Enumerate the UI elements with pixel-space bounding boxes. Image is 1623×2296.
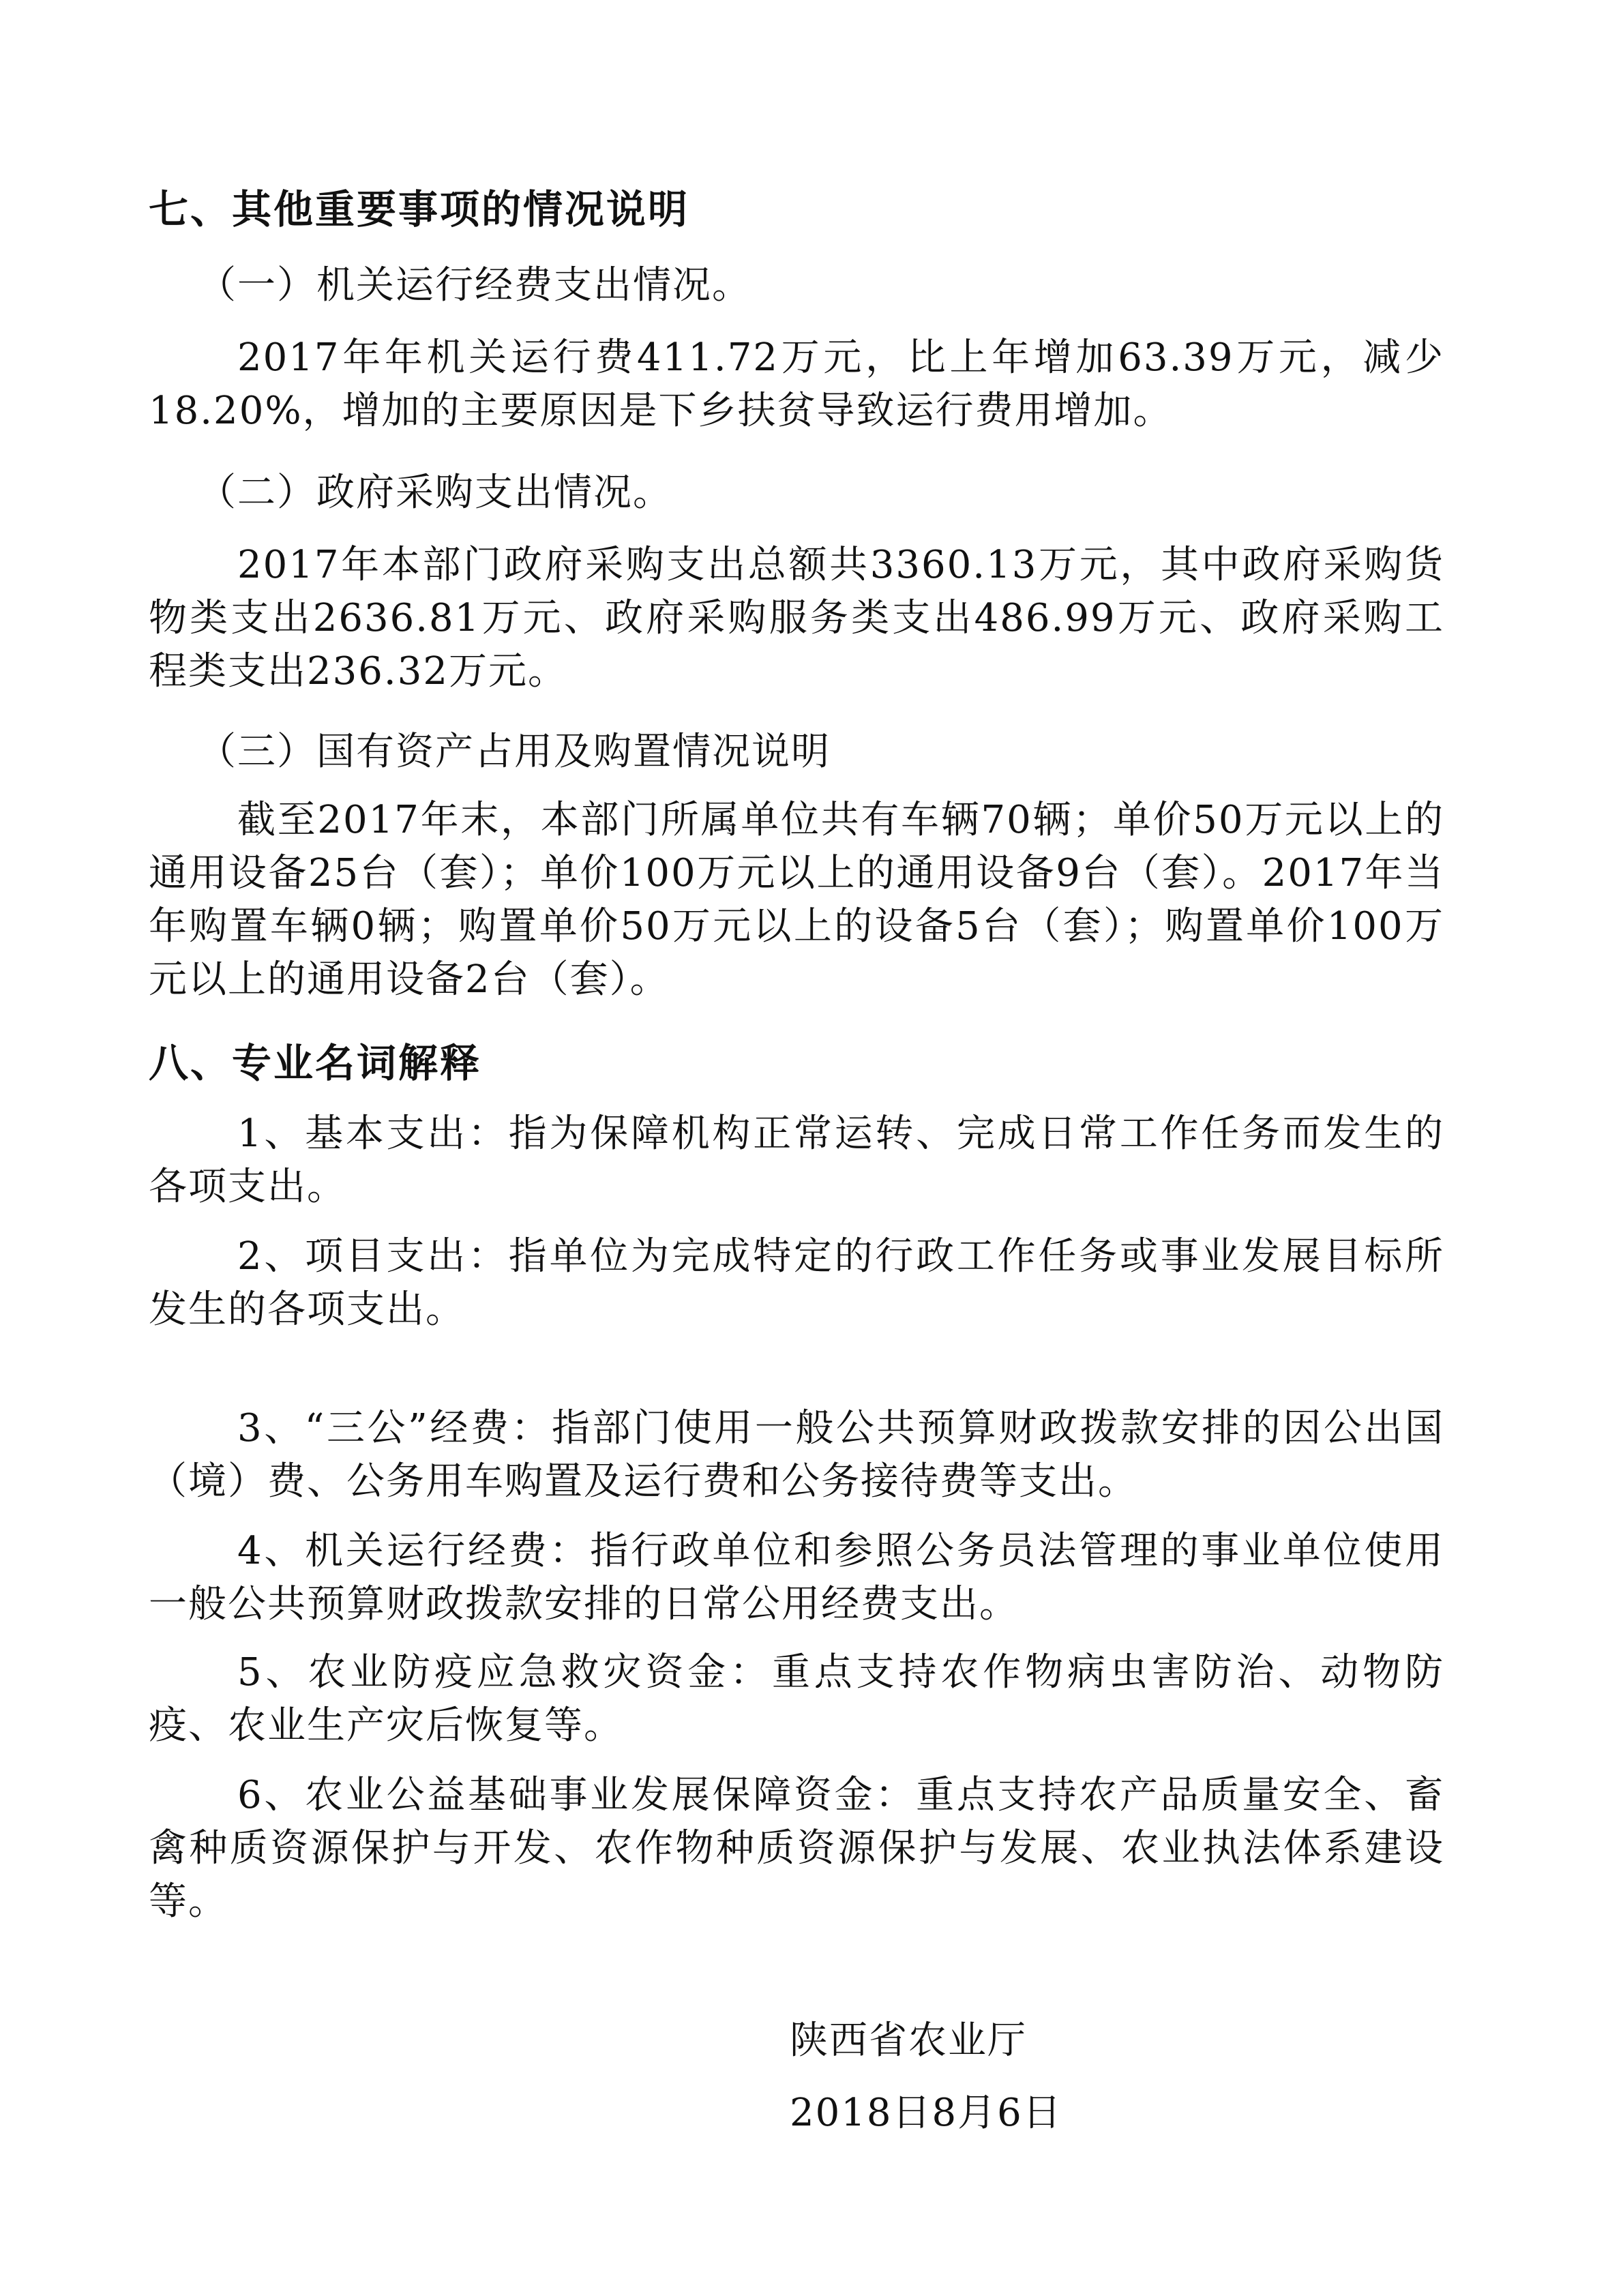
term-3: 3、“三公”经费：指部门使用一般公共预算财政拨款安排的因公出国（境）费、公务用车购置及运行费和公务接待费等支出。: [149, 1406, 1444, 1504]
signature-date: 2018日8月6日: [790, 2091, 1062, 2135]
term-5: 5、农业防疫应急救灾资金：重点支持农作物病虫害防治、动物防疫、农业生产灾后恢复等。: [149, 1650, 1444, 1748]
subsection-3-title: （三）国有资产占用及购置情况说明: [198, 730, 831, 774]
subsection-2-text: 2017年本部门政府采购支出总额共3360.13万元，其中政府采购货物类支出2636.81万元、政府采购服务类支出486.99万元、政府采购工程类支出236.32万元。: [149, 543, 1444, 694]
section-8-heading: 八、专业名词解释: [149, 1040, 482, 1086]
term-4: 4、机关运行经费：指行政单位和参照公务员法管理的事业单位使用一般公共预算财政拨款安排的日常公用经费支出。: [149, 1529, 1444, 1626]
term-2: 2、项目支出：指单位为完成特定的行政工作任务或事业发展目标所发生的各项支出。: [149, 1234, 1444, 1332]
subsection-3-text: 截至2017年末，本部门所属单位共有车辆70辆；单价50万元以上的通用设备25台（套）；单价100万元以上的通用设备9台（套）。2017年当年购置车辆0辆；购置单价50万元以上的设备5台（套）；购置单价100万元以上的通用设备2台（套）。: [149, 798, 1444, 1002]
section-7-heading: 七、其他重要事项的情况说明: [149, 186, 690, 233]
subsection-2-title: （二）政府采购支出情况。: [198, 471, 672, 515]
term-6: 6、农业公益基础事业发展保障资金：重点支持农产品质量安全、畜禽种质资源保护与开发、农作物种质资源保护与发展、农业执法体系建设等。: [149, 1773, 1444, 1924]
subsection-1-title: （一）机关运行经费支出情况。: [198, 263, 751, 308]
subsection-1-text: 2017年年机关运行费411.72万元，比上年增加63.39万元，减少18.20%，增加的主要原因是下乡扶贫导致运行费用增加。: [149, 336, 1444, 433]
signature-org: 陕西省农业厅: [790, 2018, 1027, 2063]
term-1: 1、基本支出：指为保障机构正常运转、完成日常工作任务而发生的各项支出。: [149, 1112, 1444, 1209]
